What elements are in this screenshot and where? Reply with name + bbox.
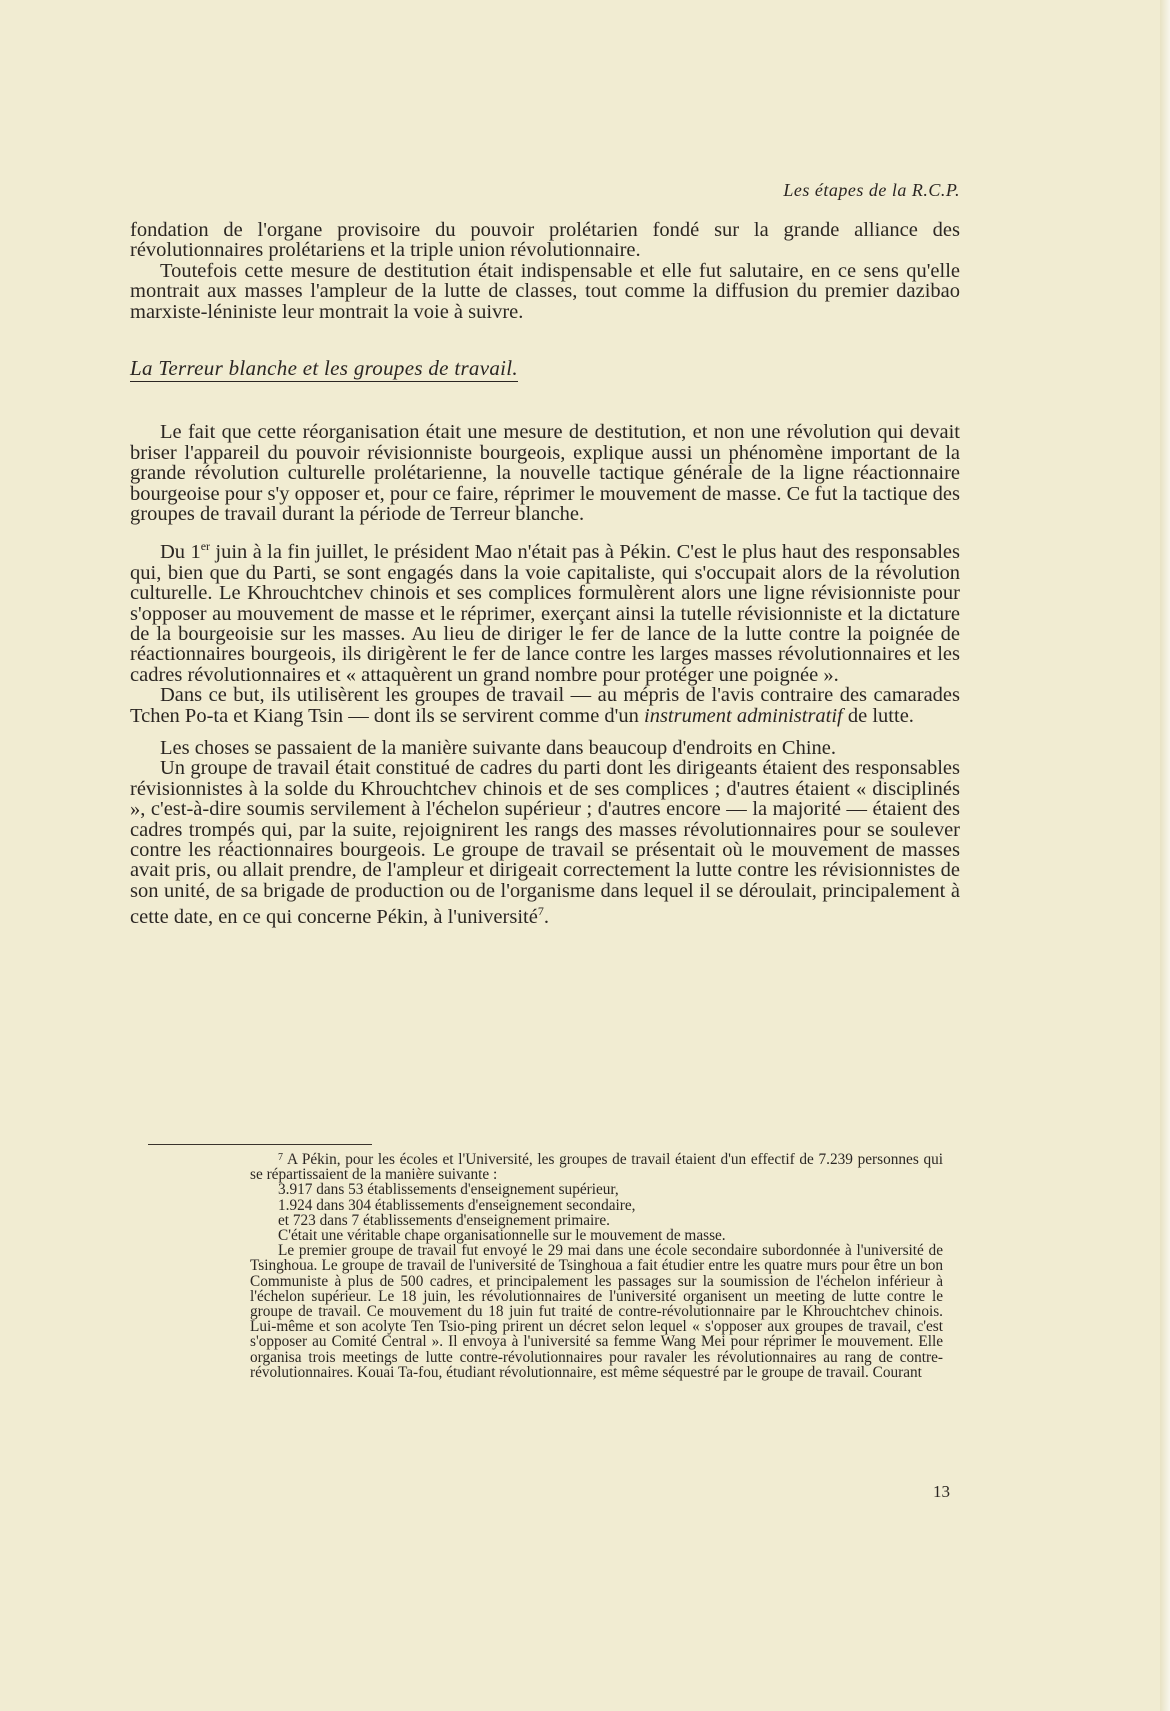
footnote-list-item: et 723 dans 7 établissements d'enseignement primaire. [278, 1211, 610, 1229]
page-edge [1160, 0, 1170, 1711]
ordinal-superscript: er [200, 539, 211, 554]
footnote-marker: 7 [278, 1152, 283, 1163]
paragraph-4: Du 1er juin à la fin juillet, le président Mao n'était pas à Pékin. C'est le plus haut des responsables qui, bien que du Parti, se sont engagés dans la voie capitaliste, qui s'occupait alors de la révolution culturelle. Le Khrouchtchev chinois et ses complices formulèrent alors une ligne révisionniste pour s'opposer au mouvement de masse et le réprimer, exerçant ainsi la tutelle révisionniste et la dictature de la bourgeoisie sur les masses. Au lieu de diriger le fer de lance de la lutte contre la poignée de réactionnaires bourgeois, ils dirigèrent le fer de lance contre les larges masses révolutionnaires et les cadres révolutionnaires et « attaquèrent un grand nombre pour protéger une poignée ». [130, 539, 960, 686]
section-heading-text: La Terreur blanche et les groupes de travail. [130, 358, 518, 382]
paragraph-7: Un groupe de travail était constitué de cadres du parti dont les dirigeants étaient des responsables révisionnistes à la solde du Khrouchtchev chinois et de ses complices ; d'autres étaient « disciplinés », c'est-à-dire soumis servilement à l'échelon supérieur ; d'autres encore — la majorité — étaient des cadres trompés qui, par la suite, rejoignirent les rangs des masses révolutionnaires pour se soulever contre les réactionnaires bourgeois. Le groupe de travail se présentait où le mouvement de masses avait pris, ou allait prendre, de l'ampleur et dirigeait correctement la lutte contre les révisionnistes de son unité, de sa brigade de production ou de l'organisme dans lequel il se déroulait, principalement à cette date, en ce qui concerne Pékin, à l'université$^7$. [130, 757, 960, 929]
paragraph-5: Dans ce but, ils utilisèrent les groupes de travail — au mépris de l'avis contraire des camarades Tchen Po-ta et Kiang Tsin — dont ils se servirent comme d'un instrument administratif de lutte. [130, 684, 960, 727]
footnote-list-item: 3.917 dans 53 établissements d'enseignement supérieur, [278, 1181, 619, 1199]
paragraph-3: Le fait que cette réorganisation était une mesure de destitution, et non une révolution qui devait briser l'appareil du pouvoir révisionniste bourgeois, explique aussi un phénomène important de la grande révolution culturelle prolétarienne, la nouvelle tactique générale de la ligne réactionnaire bourgeoise pour s'y opposer et, pour ce faire, réprimer le mouvement de masse. Ce fut la tactique des groupes de travail durant la période de Terreur blanche. [130, 421, 960, 526]
paragraph-1: fondation de l'organe provisoire du pouvoir prolétarien fondé sur la grande alliance des révolutionnaires prolétariens et la triple union révolutionnaire. [130, 219, 960, 262]
paragraph-6: Les choses se passaient de la manière suivante dans beaucoup d'endroits en Chine. [160, 736, 836, 759]
footnote-paragraph: Le premier groupe de travail fut envoyé le 29 mai dans une école secondaire subordonnée à l'université de Tsinghoua. Le groupe de travail de l'université de Tsinghoua a fait étudier entre les quatre murs pour être un bon Communiste à plus de 500 cadres, et principalement les passages sur la soumission de l'échelon inférieur à l'échelon supérieur. Le 18 juin, les révolutionnaires de l'université organisent un meeting de lutte contre le groupe de travail. Ce mouvement du 18 juin fut traité de contre-révolutionnaire par le Khrouchtchev chinois. Lui-même et son acolyte Ten Tsio-ping prirent un décret selon lequel « s'opposer aux groupes de travail, c'est s'opposer au Comité Central ». Il envoya à l'université sa femme Wang Mei pour réprimer le mouvement. Elle organisa trois meetings de lutte contre-révolutionnaires pour ravaler les révolutionnaires au rang de contre-révolutionnaires. Kouai Ta-fou, étudiant révolutionnaire, est même séquestré par le groupe de travail. Courant [250, 1242, 943, 1381]
section-heading [130, 358, 960, 382]
emphasis: instrument administratif [644, 704, 843, 727]
page-number: 13 [933, 1482, 950, 1501]
footnote-7 [250, 1150, 943, 1380]
main-text [130, 220, 960, 927]
footnote-list-item: 1.924 dans 304 établissements d'enseignement secondaire, [278, 1196, 636, 1214]
footnote-reference[interactable]: 7 [537, 904, 544, 919]
footnote-intro: $^7$ A Pékin, pour les écoles et l'Université, les groupes de travail étaient d'un effectif de 7.239 personnes qui se répartissaient de la manière suivante : [250, 1151, 943, 1184]
paragraph-2: Toutefois cette mesure de destitution était indispensable et elle fut salutaire, en ce sens qu'elle montrait aux masses l'ampleur de la lutte de classes, tout comme la diffusion du premier dazibao marxiste-léniniste leur montrait la voie à suivre. [130, 259, 960, 323]
footnote-divider [148, 1144, 372, 1145]
running-header: Les étapes de la R.C.P. [783, 180, 960, 200]
footnote-sentence: C'était une véritable chape organisationnelle sur le mouvement de masse. [278, 1227, 726, 1245]
